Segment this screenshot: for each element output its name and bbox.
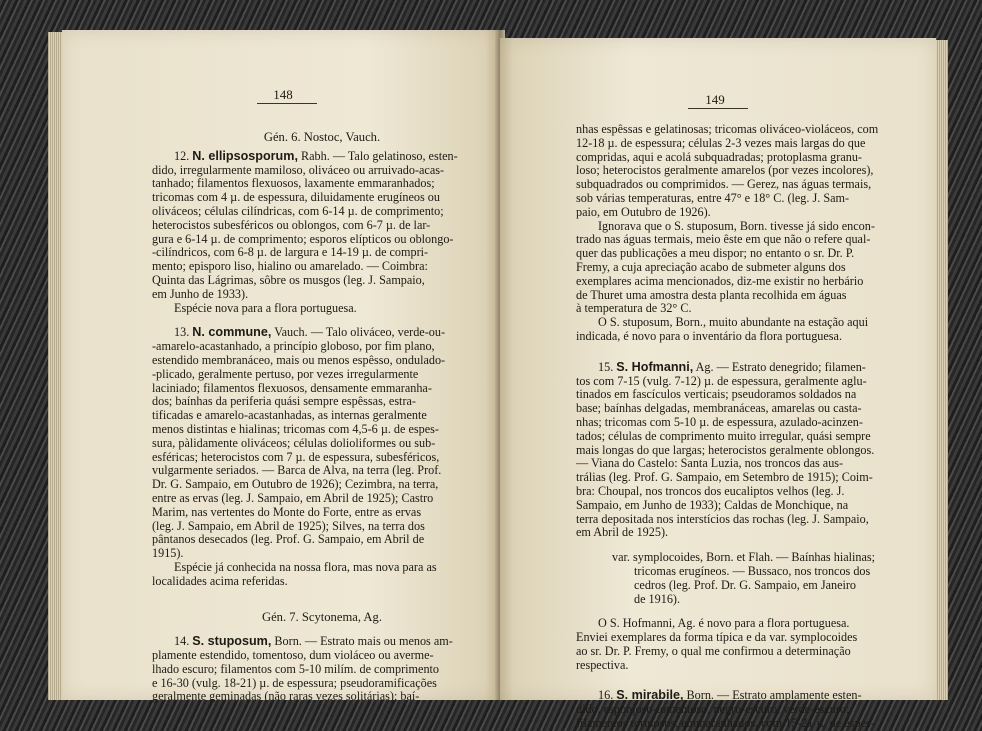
genus-heading-nostoc: Gén. 6. Nostoc, Vauch. bbox=[263, 130, 381, 144]
species-name: S. mirabile, bbox=[616, 688, 684, 703]
species-name: N. commune, bbox=[192, 325, 272, 340]
species-note: Espécie nova para a flora portuguesa. bbox=[174, 300, 357, 315]
species-name: S. Hofmanni, bbox=[616, 359, 694, 374]
right-page bbox=[500, 38, 936, 731]
folio-rule bbox=[688, 108, 748, 109]
species-entry-16: 16. S. mirabile, Born. — Estrato amplamente esten- bbox=[598, 688, 862, 703]
species-name: S. stuposum, bbox=[192, 634, 272, 649]
left-page-edges bbox=[48, 32, 62, 700]
species-name: N. ellipsosporum, bbox=[192, 148, 298, 163]
left-text-column: Gén. 6. Nostoc, Vauch. 12. N. ellipsosporum, Rabh. — Talo gelatinoso, esten- dido, irregularmente mamiloso, oliváceo ou arruivado-acas- tanhado; filamentos flexuosos, laxamente emmaranhados; tricomas com 4 µ. de espessura, diluidamente erugíneos ou oliváceos; células cilíndricas, com 6-14 µ. de comprimento; heterocistos subesféricos ou oblongos, com 6-7 µ. de lar- gura e 6-14 µ. de comprimento; esporos elípticos ou oblongo- -cilíndricos, com 6-8 µ. de largura e 14-19 µ. de compri- mento; episporo liso, hialino ou amarelado. — Coimbra: Quinta das Lágrimas, sôbre os musgos (leg. J. Sampaio, em Junho de 1933). Espécie nova para a flora portuguesa. 13. N. commune, Vauch. — Talo oliváceo, verde-ou- -amarelo-acastanhado, a princípio globoso, por fim plano, estendido membranáceo, mais ou menos espêsso, ondulado- -plicado, geralmente pertuso, por vezes irregularmente laciniado; filamentos flexuosos, densamente emmaranha- dos; baínhas da periferia quási sempre espêssas, estra- tificadas e amarelo-acastanhadas, as internas geralmente menos distintas e hialinas; tricomas com 4,5-6 µ. de espes- sura, pàlidamente oliváceos; células dolioliformes ou sub- esféricas; heterocistos com 7 µ. de espessura, subesféricos, vulgarmente seriados. — Barca de Alva, na terra (leg. Prof. Dr. G. Sampaio, em Outubro de 1926); Cezimbra, na terra, entre as ervas (leg. J. Sampaio, em Abril de 1925); Castro Marim, nas vertentes do Monte do Forte, entre as ervas (leg. J. Sampaio, em Abril de 1925); Silves, na terra dos pântanos desecados (leg. Prof. G. Sampaio, em Abril de 1915). Espécie já conhecida na nossa flora, mas nova para as localidades acima referidas. Gén. 7. Scytonema, Ag. 14. S. stuposum, Born. — Estrato mais ou menos am- plamente estendido, tomentoso, dum violáceo ou averme- lhado escuro; filamentos com 5-10 milím. de comprimento e 16-30 (vulg. 18-21) µ. de espessura; pseudoramificações geralmente geminadas (não raras vezes solitárias); baí- bbox=[152, 131, 492, 704]
left-page bbox=[62, 30, 498, 704]
variety-entry: var. symplocoides, Born. et Flah. — Baínhas hialinas; tricomas erugíneos. — Bussaco, nos troncos dos cedros (leg. Prof. Dr. G. Sampaio, em Janeiro de 1916). bbox=[612, 550, 876, 606]
species-note: O S. Hofmanni, Ag. é novo para a flora portuguesa. bbox=[598, 616, 850, 631]
right-text-column: nhas espêssas e gelatinosas; tricomas oliváceo-violáceos, com 12-18 µ. de espessura; células 2-3 vezes mais largas do que compridas, aqui e acolá subquadradas; protoplasma granu- loso; heterocistos geralmente amarelos (por vezes incolores), subquadrados ou comprimidos. — Gerez, nas águas termais, sob várias temperaturas, entre 47° e 18° C. (leg. J. Sam- paio, em Outubro de 1926). Ignorava que o S. stuposum, Born. tivesse já sido encon- trado nas águas termais, meio êste em que não o refere qual- quer das publicações a meu dispor; no entanto o sr. Dr. P. Fremy, a cuja apreciação acabo de submeter alguns dos exemplares acima mencionados, diz-me existir no herbário de Thuret uma amostra desta planta recolhida em águas à temperatura de 32° C. O S. stuposum, Born., muito abundante na estação aqui indicada, é novo para o inventário da flora portuguesa. 15. S. Hofmanni, Ag. — Estrato denegrido; filamen- tos com 7-15 (vulg. 7-12) µ. de espessura, geralmente aglu- tinados em fascículos verticais; pseudoramos soldados na base; baínhas delgadas, membranáceas, amarelas ou casta- nhas; tricomas com 5-10 µ. de espessura, azulado-acinzen- tados; células de comprimento muito irregular, quási sempre mais longas do que largas; heterocistos geralmente oblongos. — Viana do Castelo: Santa Luzia, nos troncos das aus- trálias (leg. Prof. G. Sampaio, em Setembro de 1915); Coim- bra: Choupal, nos troncos dos eucaliptos velhos (leg. J. Sampaio, em Junho de 1933); Caldas de Monchique, na terra depositada nos interstícios das rochas (leg. J. Sampaio, em Abril de 1925). var. symplocoides, Born. et Flah. — Baínhas hialinas; tricomas erugíneos. — Bussaco, nos troncos dos cedros (leg. Prof. Dr. G. Sampaio, em Janeiro de 1916). O S. Hofmanni, Ag. é novo para a flora portuguesa. Enviei exemplares da forma típica e da var. symplocoides ao sr. Dr. P. Fremy, o qual me confirmou a determinação respectiva. 16. S. mirabile, Born. — Estrato amplamente esten- dido, esponjoso-tomentoso, negro-escuro, verde-escuro; filamentos tortuosos, emmaranhados, com 15-21 µ. de espes- bbox=[576, 123, 918, 731]
page-number: 149 bbox=[705, 92, 725, 107]
genus-heading-scytonema: Gén. 7. Scytonema, Ag. bbox=[262, 609, 382, 624]
species-note: Espécie já conhecida na nossa flora, mas nova para as bbox=[174, 559, 437, 574]
page-number: 148 bbox=[273, 87, 293, 102]
species-entry-14: 14. S. stuposum, Born. — Estrato mais ou menos am- bbox=[174, 634, 453, 649]
species-entry-15: 15. S. Hofmanni, Ag. — Estrato denegrido; filamen- bbox=[598, 359, 866, 374]
folio-rule bbox=[257, 103, 317, 104]
species-entry-13: 13. N. commune, Vauch. — Talo oliváceo, verde-ou- bbox=[174, 325, 446, 340]
right-page-edges bbox=[934, 40, 948, 700]
species-entry-12: 12. N. ellipsosporum, Rabh. — Talo gelatinoso, esten- bbox=[174, 148, 458, 163]
